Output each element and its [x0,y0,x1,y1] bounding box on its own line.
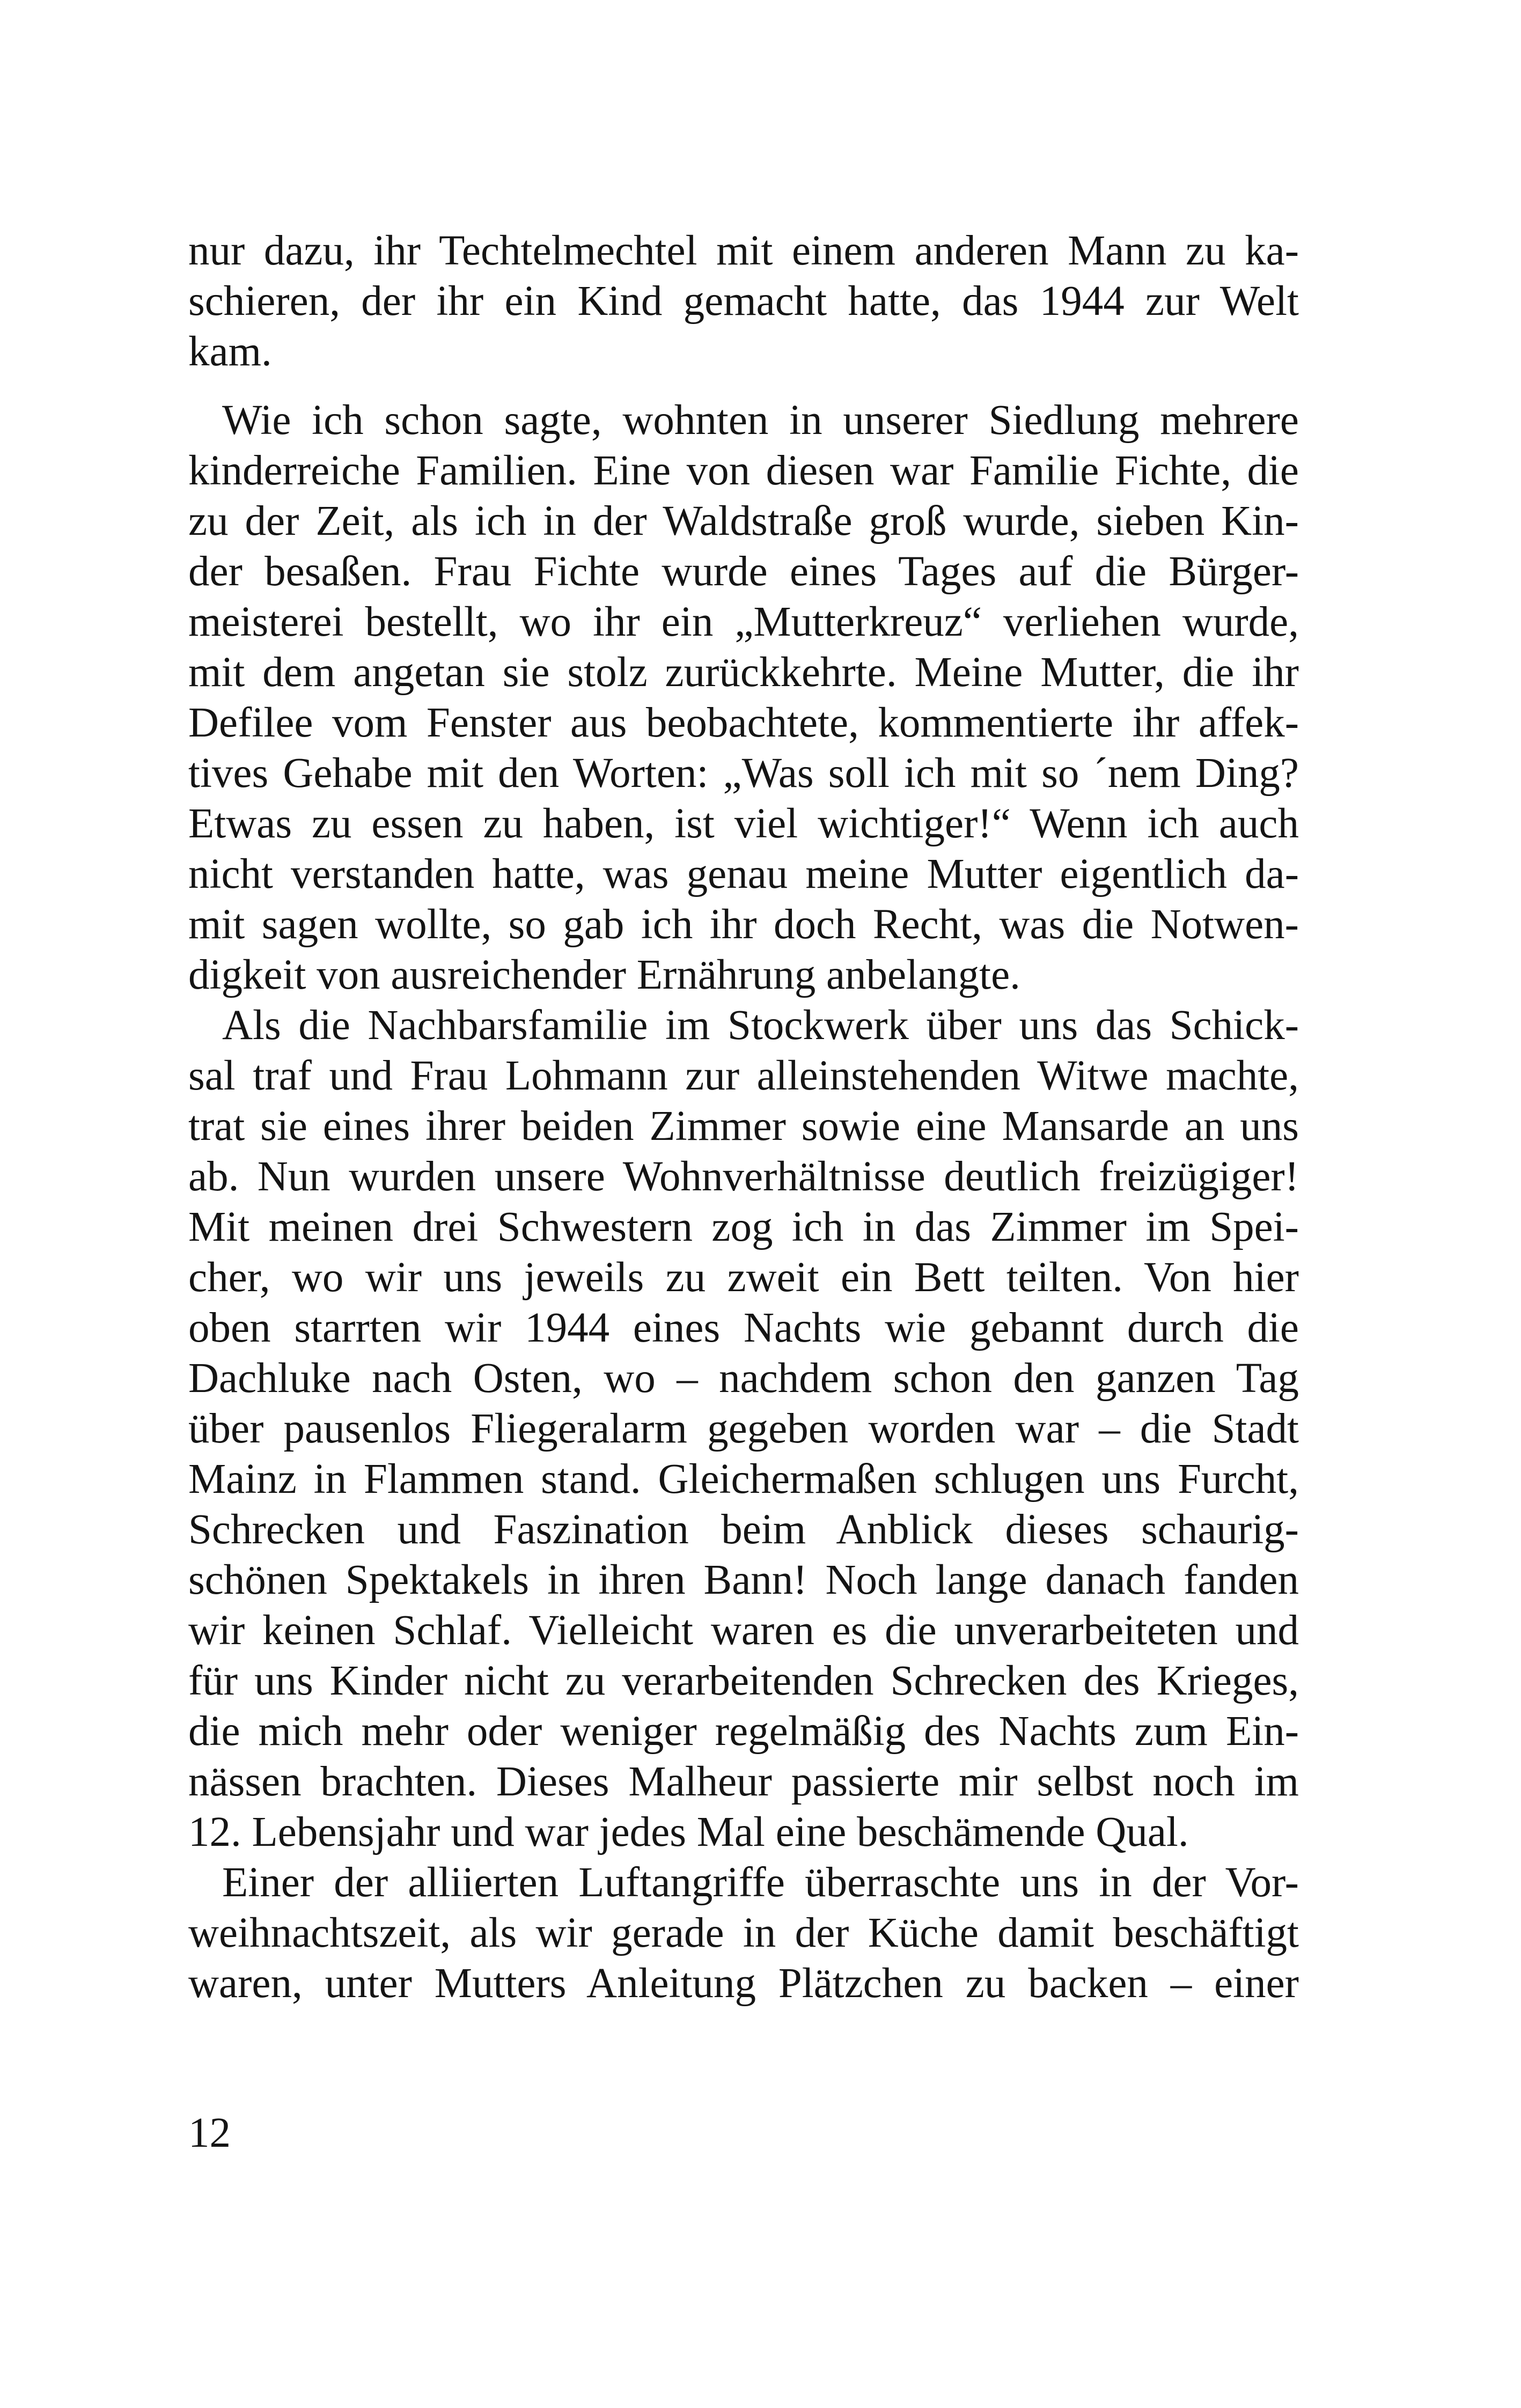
text-line: waren, unter Mutters Anleitung Plätzchen zu backen – einer [188,1960,1299,2007]
text-line: nicht verstanden hatte, was genau meine Mutter eigentlich da- [188,851,1299,897]
paragraph-spacer [188,377,1299,395]
text-line: sal traf und Frau Lohmann zur alleinstehenden Witwe machte, [188,1052,1299,1099]
text-line: schönen Spektakels in ihren Bann! Noch lange danach fanden [188,1557,1299,1603]
text-line: digkeit von ausreichender Ernährung anbelangte. [188,952,1020,998]
paragraph-1 [188,226,1299,377]
text-line: Defilee vom Fenster aus beobachtete, kommentierte ihr affek- [188,699,1299,746]
text-line: nur dazu, ihr Techtelmechtel mit einem anderen Mann zu ka- [188,227,1299,274]
text-line: zu der Zeit, als ich in der Waldstraße groß wurde, sieben Kin- [188,498,1299,544]
text-line: Schrecken und Faszination beim Anblick dieses schaurig- [188,1506,1299,1553]
text-line: der besaßen. Frau Fichte wurde eines Tages auf die Bürger- [188,548,1299,595]
text-line: oben starrten wir 1944 eines Nachts wie gebannt durch die [188,1305,1299,1351]
paragraph-2 [188,395,1299,1000]
text-line: Etwas zu essen zu haben, ist viel wichtiger!“ Wenn ich auch [188,800,1299,847]
text-line: Mainz in Flammen stand. Gleichermaßen schlugen uns Furcht, [188,1456,1299,1503]
paragraph-3 [188,1000,1299,1858]
text-line: über pausenlos Fliegeralarm gegeben worden war – die Stadt [188,1405,1299,1452]
text-line: Dachluke nach Osten, wo – nachdem schon den ganzen Tag [188,1355,1299,1402]
text-line: die mich mehr oder weniger regelmäßig des Nachts zum Ein- [188,1708,1299,1755]
text-line: Wie ich schon sagte, wohnten in unserer Siedlung mehrere [222,397,1299,444]
text-line: nässen brachten. Dieses Malheur passierte mir selbst noch im [188,1758,1299,1805]
paragraph-4 [188,1858,1299,2009]
text-line: für uns Kinder nicht zu verarbeitenden Schrecken des Krieges, [188,1658,1299,1704]
text-line: weihnachtszeit, als wir gerade in der Küche damit beschäftigt [188,1910,1299,1956]
text-line: 12. Lebensjahr und war jedes Mal eine beschämende Qual. [188,1809,1189,1855]
text-line: mit sagen wollte, so gab ich ihr doch Recht, was die Notwen- [188,901,1299,948]
text-line: cher, wo wir uns jeweils zu zweit ein Bett teilten. Von hier [188,1254,1299,1301]
text-line: tives Gehabe mit den Worten: „Was soll ich mit so ´nem Ding? [188,750,1299,797]
text-line: Als die Nachbarsfamilie im Stockwerk über uns das Schick- [222,1002,1299,1049]
text-line: ab. Nun wurden unsere Wohnverhältnisse deutlich freizügiger! [188,1153,1299,1200]
text-line: Einer der alliierten Luftangriffe überraschte uns in der Vor- [222,1859,1299,1906]
text-line: kinderreiche Familien. Eine von diesen war Familie Fichte, die [188,447,1299,494]
page-number: 12 [188,2110,231,2156]
text-line: schieren, der ihr ein Kind gemacht hatte, das 1944 zur Welt [188,278,1299,325]
text-line: mit dem angetan sie stolz zurückkehrte. Meine Mutter, die ihr [188,649,1299,696]
text-line: kam. [188,328,272,375]
text-line: meisterei bestellt, wo ihr ein „Mutterkreuz“ verliehen wurde, [188,599,1299,645]
body-text [188,226,1299,2009]
text-line: trat sie eines ihrer beiden Zimmer sowie eine Mansarde an uns [188,1103,1299,1150]
text-line: wir keinen Schlaf. Vielleicht waren es die unverarbeiteten und [188,1607,1299,1654]
text-line: Mit meinen drei Schwestern zog ich in das Zimmer im Spei- [188,1204,1299,1250]
